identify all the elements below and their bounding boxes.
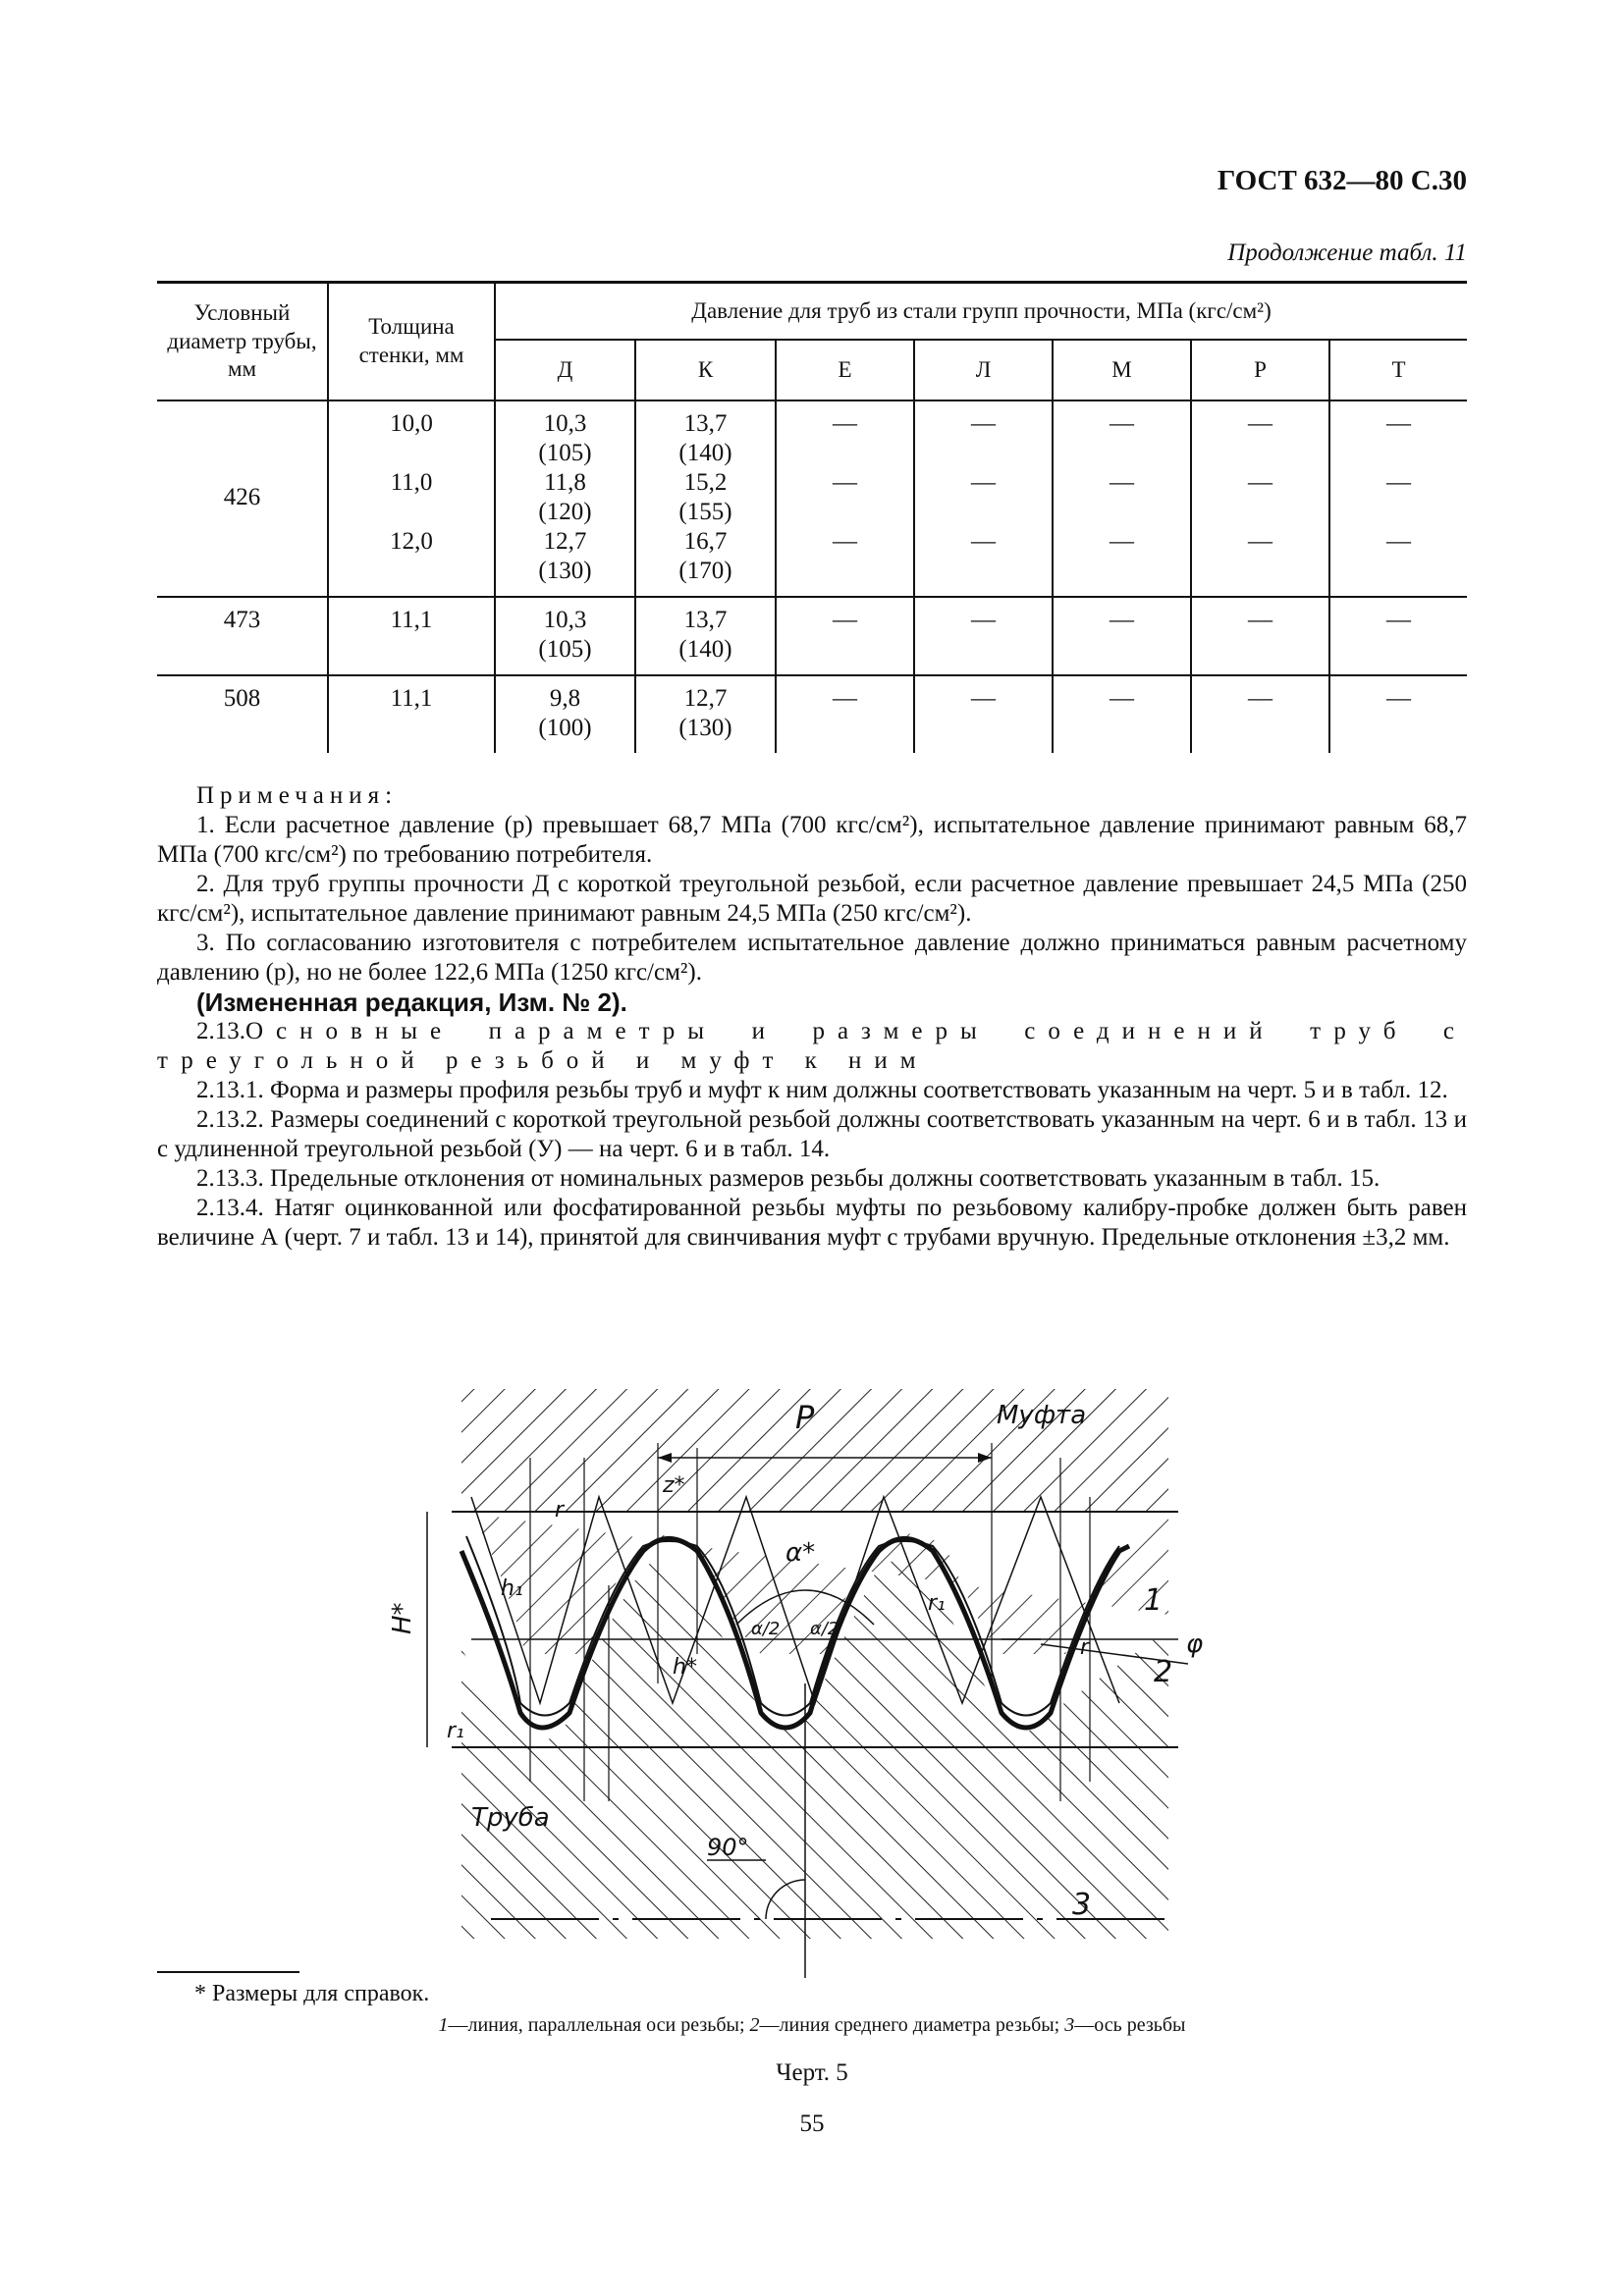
cell-dash: — (776, 675, 914, 753)
label-h-star-small: h* (673, 1655, 697, 1680)
pressure-table (157, 281, 1467, 753)
notes-section (157, 781, 1467, 1253)
table-row (157, 400, 1467, 597)
note-1: 1. Если расчетное давление (р) превышает 68,7 МПа (700 кгс/см²), испытательное давление принимают равным 68,7 МПа (700 кгс/см²) по требованию потребителя. (157, 812, 1467, 868)
cell-dash: — (1329, 675, 1467, 753)
label-2: 2 (1154, 1655, 1173, 1689)
header-group: Л (914, 340, 1053, 400)
label-r: r (555, 1498, 565, 1522)
cell-dash: — — — (1053, 400, 1191, 597)
label-r1: r₁ (928, 1591, 946, 1616)
header-group: К (635, 340, 776, 400)
cell-pressure-d: 10,3 (105) (495, 597, 635, 675)
cell-dash: — (1053, 675, 1191, 753)
label-h-star: H* (388, 1602, 417, 1634)
label-coupling: Муфта (997, 1401, 1087, 1430)
cell-dash: — (1191, 675, 1329, 753)
table-continuation-label: Продолжение табл. 11 (1227, 240, 1467, 266)
cell-dash: — (1329, 597, 1467, 675)
cell-dash: — (1191, 597, 1329, 675)
header-thickness: Толщина стенки, мм (328, 283, 495, 401)
section-2-13-2: 2.13.2. Размеры соединений с короткой треугольной резьбой должны соответствовать указанным на черт. 6 и в табл. 13 и с удлиненной треугольной резьбой (У) — на черт. 6 и в табл. 14. (157, 1106, 1467, 1162)
header-group: Р (1191, 340, 1329, 400)
header-pressure: Давление для труб из стали групп прочности, МПа (кгс/см²) (495, 283, 1467, 341)
header-diameter: Условный диаметр трубы, мм (157, 283, 328, 401)
table-row (157, 675, 1467, 753)
note-3: 3. По согласованию изготовителя с потребителем испытательное давление должно приниматься равным расчетному давлению (р), но не более 122,6 МПа (1250 кгс/см²). (157, 930, 1467, 986)
cell-pressure-k: 13,7 (140) 15,2 (155) 16,7 (170) (635, 400, 776, 597)
page-number: 55 (799, 2110, 825, 2137)
thread-profile-drawing (388, 1389, 1218, 1998)
label-h1: h₁ (501, 1576, 523, 1601)
header-group: Е (776, 340, 914, 400)
section-2-13-1: 2.13.1. Форма и размеры профиля резьбы труб и муфт к ним должны соответствовать указанным на черт. 5 и в табл. 12. (196, 1077, 1448, 1103)
label-p: P (795, 1399, 815, 1436)
footnote-divider (157, 1971, 299, 1973)
label-3: 3 (1072, 1888, 1092, 1922)
label-90: 90° (707, 1834, 749, 1861)
cell-pressure-k: 13,7 (140) (635, 597, 776, 675)
cell-dash: — (1053, 597, 1191, 675)
section-2-13-3: 2.13.3. Предельные отклонения от номинальных размеров резьбы должны соответствовать указанным в табл. 15. (196, 1165, 1380, 1192)
drawing-legend: 1—линия, параллельная оси резьбы; 2—линия среднего диаметра резьбы; 3—ось резьбы (438, 2014, 1186, 2036)
label-alpha: α* (785, 1538, 816, 1568)
cell-pressure-d: 10,3 (105) 11,8 (120) 12,7 (130) (495, 400, 635, 597)
drawing-caption: Черт. 5 (776, 2059, 848, 2086)
label-phi: φ (1186, 1629, 1204, 1659)
standard-header: ГОСТ 632—80 С.30 (1217, 165, 1467, 196)
cell-thickness: 10,0 11,0 12,0 (328, 400, 495, 597)
cell-diameter: 473 (157, 597, 328, 675)
cell-dash: — (914, 597, 1053, 675)
cell-pressure-k: 12,7 (130) (635, 675, 776, 753)
cell-dash: — — — (1329, 400, 1467, 597)
label-r: r (1080, 1635, 1090, 1660)
label-1: 1 (1144, 1583, 1164, 1618)
cell-pressure-d: 9,8 (100) (495, 675, 635, 753)
label-z-star: z* (663, 1473, 685, 1498)
section-2-13-4: 2.13.4. Натяг оцинкованной или фосфатированной резьбы муфты по резьбовому калибру-пробке должен быть равен величине А (черт. 7 и табл. 13 и 14), принятой для свинчивания муфт с трубами вручную. Предельные отклонения ±3,2 мм. (157, 1195, 1467, 1251)
cell-dash: — — — (776, 400, 914, 597)
section-2-13: 2.13.Основные параметры и размеры соединений труб с треугольной резьбой и муфт к ним (157, 1018, 1467, 1074)
cell-diameter: 508 (157, 675, 328, 753)
cell-dash: — (914, 675, 1053, 753)
header-group: Т (1329, 340, 1467, 400)
label-half-alpha: α/2 (751, 1619, 781, 1639)
cell-diameter: 426 (223, 484, 261, 510)
cell-dash: — — — (1191, 400, 1329, 597)
header-group: Д (495, 340, 635, 400)
notes-title: Примечания: (196, 782, 399, 809)
cell-dash: — (776, 597, 914, 675)
label-half-alpha: α/2 (810, 1619, 839, 1639)
cell-dash: — — — (914, 400, 1053, 597)
label-r1: r₁ (447, 1719, 464, 1743)
footnote: * Размеры для справок. (194, 1981, 430, 2006)
note-2: 2. Для труб группы прочности Д с короткой треугольной резьбой, если расчетное давление превышает 24,5 МПа (250 кгс/см²), испытательное давление принимают равным 24,5 МПа (250 кгс/см²). (157, 871, 1467, 927)
header-group: М (1053, 340, 1191, 400)
table-row (157, 597, 1467, 675)
cell-thickness: 11,1 (328, 675, 495, 753)
amendment-note: (Измененная редакция, Изм. № 2). (196, 988, 627, 1017)
label-pipe: Труба (471, 1803, 550, 1833)
cell-thickness: 11,1 (328, 597, 495, 675)
